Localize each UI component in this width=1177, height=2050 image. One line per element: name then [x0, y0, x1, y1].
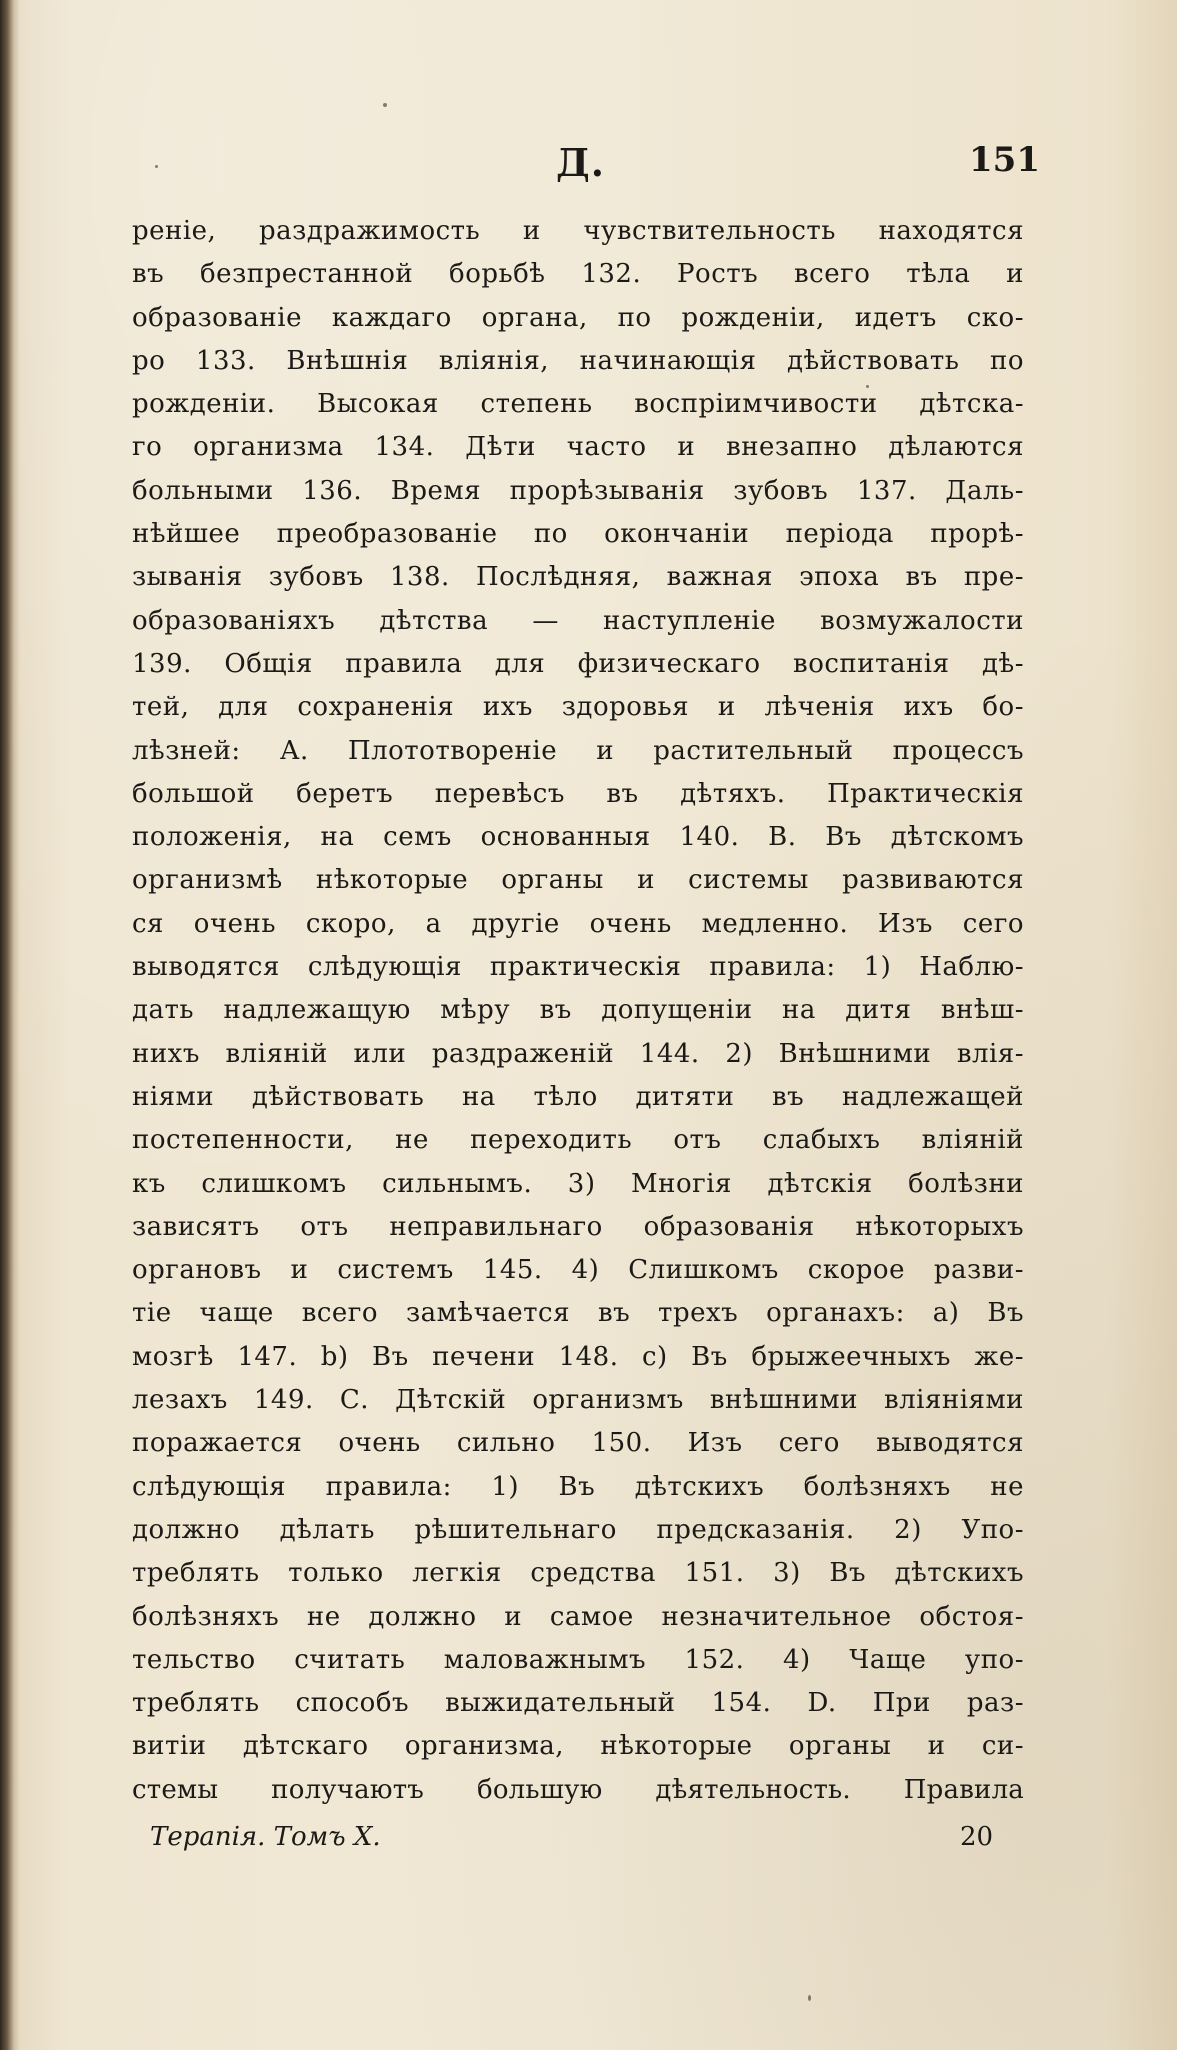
page-binding-edge	[0, 0, 20, 2050]
text-line: лѣзней: А. Плототвореніе и растительный процессъ	[132, 735, 1024, 766]
text-line: зыванія зубовъ 138. Послѣдняя, важная эпоха въ пре-	[132, 562, 1024, 593]
text-line: дать надлежащую мѣру въ допущеніи на дитя внѣш-	[132, 995, 1024, 1026]
signature-mark: 20	[960, 1822, 994, 1852]
text-line: стемы получаютъ большую дѣятельность. Правила	[132, 1774, 1024, 1805]
text-line: реніе, раздражимость и чувствительность находятся	[132, 216, 1024, 246]
text-line: нѣйшее преобразованіе по окончаніи періода прорѣ-	[132, 519, 1024, 550]
text-line: поражается очень сильно 150. Изъ сего выводятся	[132, 1428, 1024, 1459]
text-line: больными 136. Время прорѣзыванія зубовъ 137. Даль-	[132, 475, 1024, 506]
text-line: болѣзняхъ не должно и самое незначительное обстоя-	[132, 1601, 1024, 1632]
paper-speck	[155, 165, 158, 168]
printer-signature: Терапія. Томъ Х.	[150, 1822, 381, 1852]
text-line: образованіе каждаго органа, по рожденіи, идетъ ско-	[132, 302, 1024, 333]
text-line: го организма 134. Дѣти часто и внезапно дѣлаются	[132, 432, 1024, 463]
text-line: нихъ вліяній или раздраженій 144. 2) Внѣшними влія-	[132, 1038, 1024, 1069]
paper-speck	[383, 103, 387, 107]
page-number: 151	[969, 140, 1040, 180]
text-line: въ безпрестанной борьбѣ 132. Ростъ всего тѣла и	[132, 259, 1024, 290]
text-line: положенія, на семъ основанныя 140. В. Въ дѣтскомъ	[132, 822, 1024, 853]
text-line: органовъ и системъ 145. 4) Слишкомъ скорое разви-	[132, 1255, 1024, 1286]
paper-speck	[866, 385, 869, 388]
text-line: зависятъ отъ неправильнаго образованія нѣкоторыхъ	[132, 1211, 1024, 1242]
text-line: тей, для сохраненія ихъ здоровья и лѣченія ихъ бо-	[132, 692, 1024, 723]
text-line: 139. Общія правила для физическаго воспитанія дѣ-	[132, 648, 1024, 679]
text-line: ся очень скоро, а другіе очень медленно. Изъ сего	[132, 908, 1024, 939]
text-line: постепенности, не переходить отъ слабыхъ вліяній	[132, 1125, 1024, 1156]
text-line: большой беретъ перевѣсъ въ дѣтяхъ. Практическія	[132, 778, 1024, 809]
text-line: лезахъ 149. С. Дѣтскій организмъ внѣшними вліяніями	[132, 1385, 1024, 1416]
text-line: образованіяхъ дѣтства — наступленіе возмужалости	[132, 605, 1024, 636]
text-line: къ слишкомъ сильнымъ. 3) Многія дѣтскія болѣзни	[132, 1168, 1024, 1199]
page-footer	[150, 1822, 1020, 1862]
text-line: треблять только легкія средства 151. 3) Въ дѣтскихъ	[132, 1558, 1024, 1589]
running-head-letter: Д.	[556, 140, 606, 185]
text-line: ро 133. Внѣшнія вліянія, начинающія дѣйствовать по	[132, 345, 1024, 376]
text-line: витіи дѣтскаго организма, нѣкоторые органы и си-	[132, 1731, 1024, 1762]
body-text	[132, 210, 1024, 1812]
text-line: слѣдующія правила: 1) Въ дѣтскихъ болѣзняхъ не	[132, 1471, 1024, 1502]
text-line: должно дѣлать рѣшительнаго предсказанія. 2) Упо-	[132, 1514, 1024, 1545]
text-line: треблять способъ выжидательный 154. D. При раз-	[132, 1688, 1024, 1719]
paper-speck	[808, 1995, 811, 2001]
text-line: тіе чаще всего замѣчается въ трехъ органахъ: a) Въ	[132, 1298, 1024, 1329]
running-head	[130, 140, 1040, 200]
text-line: рожденіи. Высокая степень воспріимчивости дѣтска-	[132, 389, 1024, 420]
text-line: ніями дѣйствовать на тѣло дитяти въ надлежащей	[132, 1081, 1024, 1112]
text-line: выводятся слѣдующія практическія правила: 1) Наблю-	[132, 952, 1024, 983]
text-line: организмѣ нѣкоторые органы и системы развиваются	[132, 865, 1024, 896]
text-line: тельство считать маловажнымъ 152. 4) Чаще упо-	[132, 1644, 1024, 1675]
text-line: мозгѣ 147. b) Въ печени 148. c) Въ брыжеечныхъ же-	[132, 1341, 1024, 1372]
